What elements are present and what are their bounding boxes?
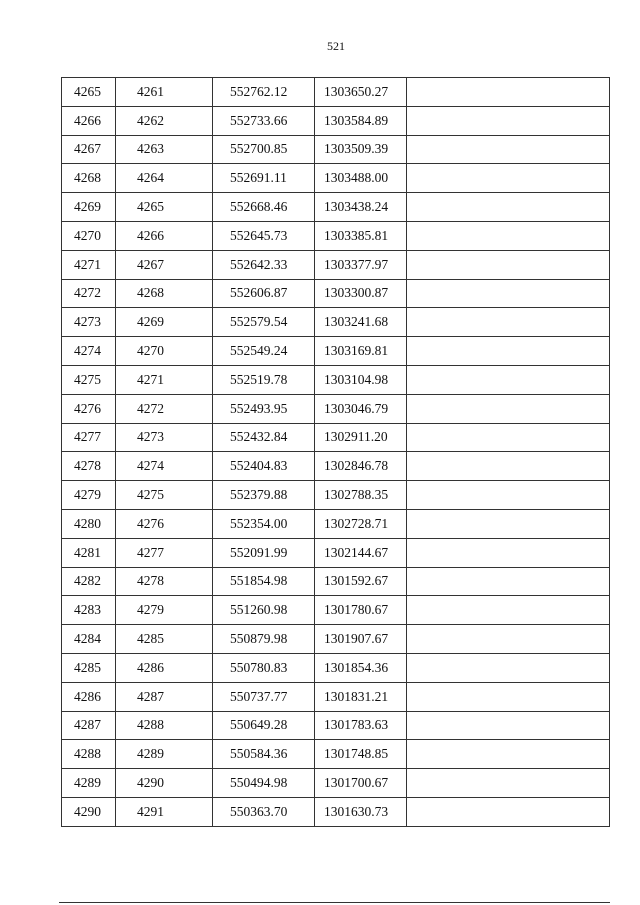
row-number-cell: 4265 — [62, 78, 116, 107]
y-coordinate-cell: 1301748.85 — [315, 740, 407, 769]
note-cell — [407, 509, 610, 538]
row-number-cell: 4283 — [62, 596, 116, 625]
row-number-cell: 4276 — [62, 394, 116, 423]
point-id-cell: 4287 — [116, 682, 213, 711]
note-cell — [407, 596, 610, 625]
point-id-cell: 4264 — [116, 164, 213, 193]
note-cell — [407, 682, 610, 711]
y-coordinate-cell: 1303385.81 — [315, 221, 407, 250]
point-id-cell: 4279 — [116, 596, 213, 625]
y-coordinate-cell: 1301630.73 — [315, 797, 407, 826]
x-coordinate-cell: 550363.70 — [213, 797, 315, 826]
y-coordinate-cell: 1301700.67 — [315, 769, 407, 798]
point-id-cell: 4262 — [116, 106, 213, 135]
row-number-cell: 4279 — [62, 481, 116, 510]
point-id-cell: 4263 — [116, 135, 213, 164]
x-coordinate-cell: 550494.98 — [213, 769, 315, 798]
y-coordinate-cell: 1303438.24 — [315, 193, 407, 222]
note-cell — [407, 740, 610, 769]
x-coordinate-cell: 552691.11 — [213, 164, 315, 193]
table-row — [62, 164, 610, 193]
note-cell — [407, 653, 610, 682]
table-row — [62, 106, 610, 135]
row-number-cell: 4286 — [62, 682, 116, 711]
page-number: 521 — [327, 39, 345, 53]
x-coordinate-cell: 550649.28 — [213, 711, 315, 740]
row-number-cell: 4277 — [62, 423, 116, 452]
x-coordinate-cell: 552700.85 — [213, 135, 315, 164]
y-coordinate-cell: 1302788.35 — [315, 481, 407, 510]
x-coordinate-cell: 552762.12 — [213, 78, 315, 107]
row-number-cell: 4278 — [62, 452, 116, 481]
note-cell — [407, 78, 610, 107]
note-cell — [407, 221, 610, 250]
point-id-cell: 4261 — [116, 78, 213, 107]
row-number-cell: 4280 — [62, 509, 116, 538]
note-cell — [407, 337, 610, 366]
row-number-cell: 4290 — [62, 797, 116, 826]
note-cell — [407, 797, 610, 826]
x-coordinate-cell: 552404.83 — [213, 452, 315, 481]
row-number-cell: 4270 — [62, 221, 116, 250]
table-row — [62, 509, 610, 538]
y-coordinate-cell: 1303300.87 — [315, 279, 407, 308]
point-id-cell: 4291 — [116, 797, 213, 826]
x-coordinate-cell: 552642.33 — [213, 250, 315, 279]
row-number-cell: 4266 — [62, 106, 116, 135]
point-id-cell: 4275 — [116, 481, 213, 510]
table-row — [62, 452, 610, 481]
table-row — [62, 567, 610, 596]
row-number-cell: 4274 — [62, 337, 116, 366]
table-row — [62, 193, 610, 222]
y-coordinate-cell: 1303584.89 — [315, 106, 407, 135]
y-coordinate-cell: 1302144.67 — [315, 538, 407, 567]
y-coordinate-cell: 1301783.63 — [315, 711, 407, 740]
x-coordinate-cell: 552354.00 — [213, 509, 315, 538]
x-coordinate-cell: 550584.36 — [213, 740, 315, 769]
row-number-cell: 4269 — [62, 193, 116, 222]
table-row — [62, 337, 610, 366]
row-number-cell: 4267 — [62, 135, 116, 164]
x-coordinate-cell: 552606.87 — [213, 279, 315, 308]
footer-rule — [59, 902, 610, 903]
point-id-cell: 4288 — [116, 711, 213, 740]
row-number-cell: 4288 — [62, 740, 116, 769]
row-number-cell: 4271 — [62, 250, 116, 279]
y-coordinate-cell: 1301907.67 — [315, 625, 407, 654]
y-coordinate-cell: 1302728.71 — [315, 509, 407, 538]
row-number-cell: 4268 — [62, 164, 116, 193]
note-cell — [407, 452, 610, 481]
x-coordinate-cell: 552579.54 — [213, 308, 315, 337]
x-coordinate-cell: 552733.66 — [213, 106, 315, 135]
note-cell — [407, 164, 610, 193]
y-coordinate-cell: 1302911.20 — [315, 423, 407, 452]
y-coordinate-cell: 1301780.67 — [315, 596, 407, 625]
note-cell — [407, 625, 610, 654]
row-number-cell: 4285 — [62, 653, 116, 682]
point-id-cell: 4267 — [116, 250, 213, 279]
y-coordinate-cell: 1303377.97 — [315, 250, 407, 279]
table-row — [62, 682, 610, 711]
y-coordinate-cell: 1303046.79 — [315, 394, 407, 423]
row-number-cell: 4289 — [62, 769, 116, 798]
row-number-cell: 4284 — [62, 625, 116, 654]
row-number-cell: 4282 — [62, 567, 116, 596]
x-coordinate-cell: 550737.77 — [213, 682, 315, 711]
row-number-cell: 4275 — [62, 365, 116, 394]
x-coordinate-cell: 550780.83 — [213, 653, 315, 682]
note-cell — [407, 106, 610, 135]
table-row — [62, 711, 610, 740]
point-id-cell: 4289 — [116, 740, 213, 769]
table-row — [62, 740, 610, 769]
note-cell — [407, 308, 610, 337]
point-id-cell: 4277 — [116, 538, 213, 567]
point-id-cell: 4269 — [116, 308, 213, 337]
point-id-cell: 4276 — [116, 509, 213, 538]
y-coordinate-cell: 1301854.36 — [315, 653, 407, 682]
point-id-cell: 4268 — [116, 279, 213, 308]
note-cell — [407, 365, 610, 394]
table-row — [62, 279, 610, 308]
table-row — [62, 135, 610, 164]
note-cell — [407, 711, 610, 740]
table-row — [62, 250, 610, 279]
note-cell — [407, 193, 610, 222]
point-id-cell: 4265 — [116, 193, 213, 222]
note-cell — [407, 135, 610, 164]
x-coordinate-cell: 552645.73 — [213, 221, 315, 250]
table-row — [62, 78, 610, 107]
x-coordinate-cell: 552668.46 — [213, 193, 315, 222]
y-coordinate-cell: 1301592.67 — [315, 567, 407, 596]
point-id-cell: 4272 — [116, 394, 213, 423]
point-id-cell: 4274 — [116, 452, 213, 481]
note-cell — [407, 423, 610, 452]
x-coordinate-cell: 551854.98 — [213, 567, 315, 596]
table-row — [62, 797, 610, 826]
point-id-cell: 4290 — [116, 769, 213, 798]
table-row — [62, 423, 610, 452]
table-row — [62, 538, 610, 567]
point-id-cell: 4270 — [116, 337, 213, 366]
note-cell — [407, 394, 610, 423]
table-row — [62, 221, 610, 250]
row-number-cell: 4281 — [62, 538, 116, 567]
x-coordinate-cell: 552432.84 — [213, 423, 315, 452]
x-coordinate-cell: 550879.98 — [213, 625, 315, 654]
y-coordinate-cell: 1303241.68 — [315, 308, 407, 337]
x-coordinate-cell: 552379.88 — [213, 481, 315, 510]
table-row — [62, 769, 610, 798]
table-row — [62, 653, 610, 682]
row-number-cell: 4273 — [62, 308, 116, 337]
note-cell — [407, 250, 610, 279]
point-id-cell: 4285 — [116, 625, 213, 654]
coordinate-table-body — [62, 78, 610, 827]
point-id-cell: 4271 — [116, 365, 213, 394]
table-row — [62, 625, 610, 654]
point-id-cell: 4273 — [116, 423, 213, 452]
table-row — [62, 365, 610, 394]
x-coordinate-cell: 552493.95 — [213, 394, 315, 423]
y-coordinate-cell: 1303169.81 — [315, 337, 407, 366]
note-cell — [407, 481, 610, 510]
x-coordinate-cell: 552091.99 — [213, 538, 315, 567]
y-coordinate-cell: 1303509.39 — [315, 135, 407, 164]
row-number-cell: 4272 — [62, 279, 116, 308]
table-row — [62, 481, 610, 510]
y-coordinate-cell: 1303650.27 — [315, 78, 407, 107]
table-row — [62, 308, 610, 337]
coordinate-table — [61, 77, 610, 827]
table-row — [62, 394, 610, 423]
point-id-cell: 4266 — [116, 221, 213, 250]
y-coordinate-cell: 1303488.00 — [315, 164, 407, 193]
note-cell — [407, 567, 610, 596]
x-coordinate-cell: 552519.78 — [213, 365, 315, 394]
note-cell — [407, 769, 610, 798]
y-coordinate-cell: 1302846.78 — [315, 452, 407, 481]
table-row — [62, 596, 610, 625]
x-coordinate-cell: 551260.98 — [213, 596, 315, 625]
note-cell — [407, 279, 610, 308]
y-coordinate-cell: 1301831.21 — [315, 682, 407, 711]
point-id-cell: 4278 — [116, 567, 213, 596]
y-coordinate-cell: 1303104.98 — [315, 365, 407, 394]
note-cell — [407, 538, 610, 567]
point-id-cell: 4286 — [116, 653, 213, 682]
x-coordinate-cell: 552549.24 — [213, 337, 315, 366]
row-number-cell: 4287 — [62, 711, 116, 740]
